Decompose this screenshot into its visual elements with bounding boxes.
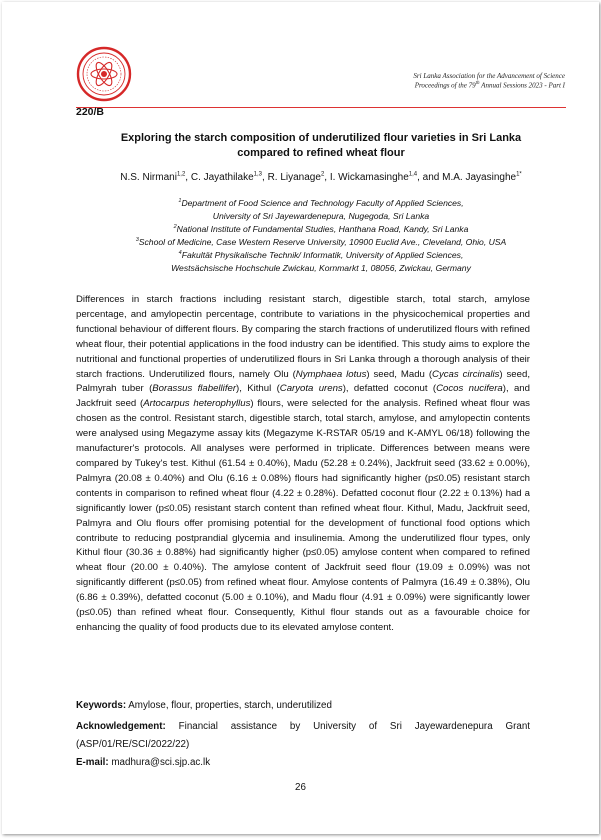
association-name: Sri Lanka Association for the Advancement of Science <box>413 72 565 80</box>
slaas-logo <box>76 46 132 102</box>
affiliation-text: Westsächsische Hochschule Zwickau, Kornmarkt 1, 08056, Zwickau, Germany <box>171 262 471 273</box>
abstract-text: Differences in starch fractions including resistant starch, digestible starch, total starch, amylose percentage, and amylopectin percentage, contribute to variations in the physicochemical properties and functional behaviour of different flours. By comparing the starch fractions of underutilized flours with refined wheat flour, their potential applications in the food industry can be identified. This study aims to explore the nutritional and functional properties of underutilized flours in Sri Lanka through a thorough analysis of their starch fractions. Underutilized flours, namely Olu ( <box>76 294 530 380</box>
abstract-text: ), and Jackfruit seed ( <box>76 383 530 410</box>
affiliation-text: Department of Food Science and Technology Faculty of Applied Sciences, <box>181 198 464 208</box>
species-name: Caryota urens <box>279 383 343 395</box>
author-name: I. Wickamasinghe <box>329 172 409 183</box>
proceedings-line: Proceedings of the 79th Annual Sessions 2023 - Part I <box>414 81 565 90</box>
species-name: Nymphaea lotus <box>295 368 367 380</box>
affiliation-text: School of Medicine, Case Western Reserve University, 10900 Euclid Ave., Cleveland, Ohio, USA <box>138 236 507 247</box>
acknowledgement-label: Acknowledgement: <box>76 721 166 732</box>
author-name: C. Jayathilake <box>190 172 254 183</box>
abstract-text: ), defatted coconut ( <box>342 383 437 395</box>
species-name: Cycas circinalis <box>432 368 500 380</box>
email-address[interactable]: madhura@sci.sjp.ac.lk <box>108 757 211 768</box>
author-affiliation-mark: 1,3 <box>253 171 262 178</box>
abstract-text: ) flours, were selected for the analysis. Refined wheat flour was chosen as the control. Resistant starch, digestible starch, total starch, amylose, and amylopectin contents were analysed using Megazyme assay kits (Megazyme K-RSTAR 05/19 and K-AMYL 06/18) following the manufacturer's protocols. All analyses were performed in triplicate. Differences between means were compared by Tukey's test. Kithul (61.54 ± 0.40%), Madu (52.28 ± 0.24%), Jackfruit seed (33.62 ± 0.00%), Palmyra (20.08 ± 0.40%) and Olu (6.16 ± 0.08%) flours had significantly higher (p≤0.05) resistant starch contents in comparison to refined wheat flour (4.22 ± 0.28%). Defatted coconut flour (2.22 ± 0.13%) had a significantly lower (p≤0.05) resistant starch content than refined wheat flour. Kithul, Madu, Jackfruit seed, Palmyra and Olu flours offer promising potential for the development of functional food options which contribute to reducing postprandial glycemia and insulinemia. Among the underutilized flour types, only Kithul flour (30.36 ± 0.88%) had significantly higher (p≤0.05) amylose content when compared to refined wheat flour (20.00 ± 0.40%). The amylose content of Jackfruit seed flour (19.09 ± 0.09%) was not significantly different (p≤0.05) from refined wheat flour. Amylose contents of Palmyra (16.49 ± 0.38%), Olu (6.86 ± 0.39%), defatted coconut (5.00 ± 0.10%), and Madu flour (4.91 ± 0.09%) were significantly lower (p≤0.05) than refined wheat flour. Consequently, Kithul flour stands out as a favourable choice for enhancing the quality of food products due to its elevated amylose content. <box>76 398 530 633</box>
affiliation-mark: 3 <box>135 236 139 243</box>
author-name: M.A. Jayasinghe <box>442 172 517 183</box>
affiliation-text: University of Sri Jayewardenepura, Nugegoda, Sri Lanka <box>212 210 430 221</box>
email <box>76 756 210 770</box>
species-name: Artocarpus heterophyllus <box>143 398 251 410</box>
affiliation-text: Fakultät Physikalische Technik/ Informatik, University of Applied Sciences, <box>181 249 464 260</box>
species-name: Borassus flabellifer <box>152 383 237 395</box>
affiliation-line <box>76 262 566 275</box>
affiliation-line <box>76 197 566 210</box>
keywords-text: Amylose, flour, properties, starch, underutilized <box>126 700 332 711</box>
affiliation-line <box>76 236 566 249</box>
author-affiliation-mark: 1,2 <box>176 171 186 178</box>
author-separator: , and <box>417 172 443 183</box>
running-header <box>413 72 565 89</box>
affiliation-line <box>76 249 566 262</box>
affiliation-text: National Institute of Fundamental Studies, Hanthana Road, Kandy, Sri Lanka <box>176 223 469 234</box>
affiliation-list <box>76 197 566 274</box>
acknowledgement <box>76 718 530 754</box>
email-label: E-mail: <box>76 757 109 768</box>
author-affiliation-mark: 1,4 <box>408 171 418 178</box>
abstract-id: 220/B <box>76 106 105 118</box>
keywords <box>76 699 530 713</box>
title-line: compared to refined wheat flour <box>237 147 405 159</box>
affiliation-line <box>76 223 566 236</box>
affiliation-line <box>76 210 566 223</box>
author-separator: , <box>324 172 330 183</box>
acknowledgement-text: Financial assistance by University of Sri Jayewardenepura Grant (ASP/01/RE/SCI/2022/22) <box>76 721 530 750</box>
author-affiliation-mark: 1* <box>516 171 522 178</box>
abstract-text: ) seed, Madu ( <box>366 368 433 380</box>
paper-page <box>2 2 599 834</box>
species-name: Cocos nucifera <box>436 383 503 395</box>
author-name: N.S. Nirmani <box>120 172 177 183</box>
affiliation-mark: 4 <box>178 249 182 256</box>
title-line: Exploring the starch composition of underutilized flour varieties in Sri Lanka <box>120 132 522 144</box>
abstract-body <box>76 293 530 636</box>
page-number: 26 <box>295 782 306 793</box>
keywords-label: Keywords: <box>76 700 127 711</box>
author-name: R. Liyanage <box>267 172 321 183</box>
affiliation-mark: 1 <box>178 198 182 205</box>
author-separator: , <box>262 172 268 183</box>
abstract-text: ), Kithul ( <box>236 383 280 395</box>
author-list <box>76 171 566 185</box>
header-rule <box>76 107 566 108</box>
affiliation-mark: 2 <box>173 223 177 230</box>
abstract-text: ) seed, Palmyrah tuber ( <box>76 368 530 395</box>
author-separator: , <box>185 172 191 183</box>
author-affiliation-mark: 2 <box>320 171 325 178</box>
paper-title <box>76 131 566 161</box>
